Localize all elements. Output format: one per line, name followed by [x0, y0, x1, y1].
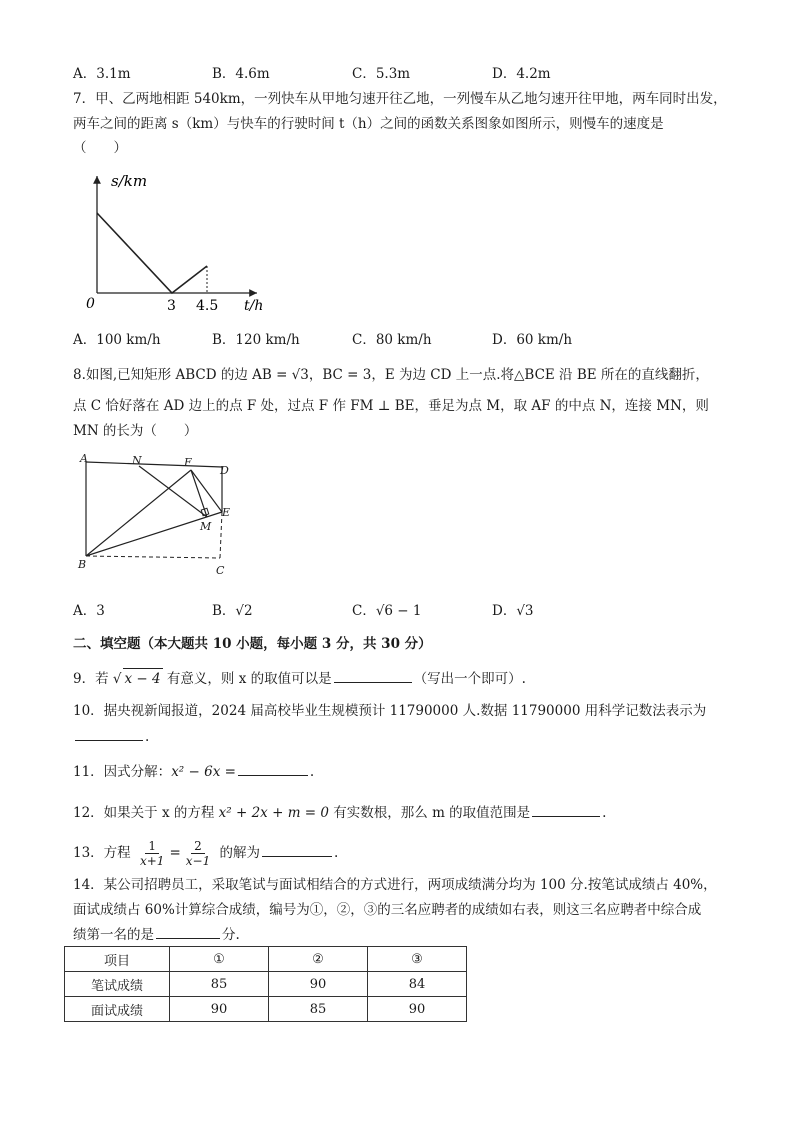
table-cell: 笔试成绩	[65, 972, 170, 997]
table-header-cell: ②	[269, 947, 368, 972]
q7-tick-3: 3	[167, 298, 176, 314]
q8-option-b: B．√2	[212, 603, 253, 619]
table-cell: 84	[368, 972, 467, 997]
q14-text-line1: 14．某公司招聘员工，采取笔试与面试相结合的方式进行，两项成绩满分均为 100 分.按笔试成绩占 40%，	[73, 877, 717, 893]
q14-line3-post: 分.	[222, 927, 240, 943]
q12-mid: 有实数根，那么 m 的取值范围是	[328, 805, 531, 821]
table-cell: 85	[170, 972, 269, 997]
q10-line2	[73, 726, 149, 747]
q13-num1: 1	[145, 839, 159, 854]
q6-option-a: A．3.1m	[73, 66, 131, 82]
q12-post: .	[602, 805, 607, 821]
q7-option-b: B．120 km/h	[212, 332, 300, 348]
q8-text-line1: 8.如图,已知矩形 ABCD 的边 AB = √3，BC = 3，E 为边 CD 上一点.将△BCE 沿 BE 所在的直线翻折，	[73, 367, 709, 383]
q6-option-d: D．4.2m	[492, 66, 551, 82]
q8-option-c: C．√6 − 1	[352, 603, 422, 619]
q11-answer-blank[interactable]	[238, 761, 308, 776]
q7-text-line1: 7．甲、乙两地相距 540km，一列快车从甲地匀速开往乙地，一列慢车从乙地匀速开往甲地，两车同时出发，	[73, 91, 727, 107]
q7-tick-4-5: 4.5	[196, 298, 219, 314]
q8-figure	[74, 450, 234, 582]
q9-radicand: x − 4	[123, 668, 163, 689]
q13-den2: x−1	[185, 854, 211, 868]
q13-answer-blank[interactable]	[262, 842, 332, 857]
table-cell: 90	[269, 972, 368, 997]
q8-label-a: A	[80, 452, 88, 465]
q6-option-b: B．4.6m	[212, 66, 270, 82]
q12-expr: x² + 2x + m = 0	[218, 805, 329, 821]
q8-option-a: A．3	[73, 603, 105, 619]
q8-label-d: D	[220, 464, 229, 477]
q7-text-line3: （ ）	[73, 140, 127, 156]
q14-line3	[73, 924, 240, 945]
table-cell: 85	[269, 997, 368, 1022]
q7-text-line2: 两车之间的距离 s（km）与快车的行驶时间 t（h）之间的函数关系图象如图所示，则慢车的速度是	[73, 116, 664, 132]
q11-expr: x² − 6x =	[171, 764, 236, 780]
table-header-row	[65, 947, 467, 972]
q8-label-n: N	[132, 454, 142, 467]
q6-option-c: C．5.3m	[352, 66, 411, 82]
table-header-cell: ①	[170, 947, 269, 972]
q10-post: .	[145, 729, 150, 745]
q13	[73, 836, 338, 870]
q7-ylabel: s/km	[111, 172, 148, 190]
q11-post: .	[309, 764, 315, 780]
q13-pre: 13．方程	[73, 845, 135, 861]
q7-function-line	[97, 213, 207, 293]
q13-fraction-1	[137, 839, 167, 868]
q7-option-d: D．60 km/h	[492, 332, 573, 348]
section-2-heading: 二、填空题（本大题共 10 小题，每小题 3 分，共 30 分）	[73, 636, 432, 652]
q13-equals: =	[169, 845, 181, 861]
q14-text-line2: 面试成绩占 60%计算综合成绩，编号为①，②，③的三名应聘者的成绩如右表，则这三名应聘者中综合成	[73, 902, 702, 918]
q8-label-c: C	[216, 564, 225, 577]
q7-option-a: A．100 km/h	[73, 332, 161, 348]
table-cell: 面试成绩	[65, 997, 170, 1022]
q14-line3-pre: 绩第一名的是	[73, 927, 154, 943]
q8-label-b: B	[78, 558, 87, 571]
q8-text-line3: MN 的长为（ ）	[73, 423, 198, 439]
q8-label-f: F	[184, 456, 192, 469]
q8-label-m: M	[200, 520, 212, 533]
q10-answer-blank[interactable]	[75, 726, 143, 741]
q7-graph	[72, 168, 272, 318]
q8-option-d: D．√3	[492, 603, 534, 619]
q9	[73, 668, 526, 689]
table-cell: 90	[170, 997, 269, 1022]
q13-den1: x+1	[139, 854, 165, 868]
q13-num2: 2	[191, 839, 205, 854]
sqrt-sign: √	[112, 671, 122, 687]
q12-pre: 12．如果关于 x 的方程	[73, 805, 219, 821]
q13-mid: 的解为	[215, 845, 261, 861]
q7-option-c: C．80 km/h	[352, 332, 432, 348]
table-header-cell: 项目	[65, 947, 170, 972]
q12-answer-blank[interactable]	[532, 802, 600, 817]
q13-post: .	[334, 845, 339, 861]
q9-mid: 有意义，则 x 的取值可以是	[162, 671, 332, 687]
q11	[73, 761, 314, 782]
table-cell: 90	[368, 997, 467, 1022]
score-table	[64, 946, 467, 1022]
table-row	[65, 997, 467, 1022]
q12	[73, 802, 606, 823]
table-header-cell: ③	[368, 947, 467, 972]
q7-origin-label: 0	[86, 296, 95, 312]
q13-fraction-2	[183, 839, 213, 868]
q7-xlabel: t/h	[244, 298, 264, 314]
q11-pre: 11．因式分解：	[73, 764, 172, 780]
q9-pre: 9．若	[73, 671, 113, 687]
q8-label-e: E	[222, 506, 231, 519]
q10-text-line1: 10．据央视新闻报道，2024 届高校毕业生规模预计 11790000 人.数据 11790000 用科学记数法表示为	[73, 703, 707, 719]
q8-text-line2: 点 C 恰好落在 AD 边上的点 F 处，过点 F 作 FM ⊥ BE，垂足为点 M，取 AF 的中点 N，连接 MN，则	[73, 398, 709, 414]
q9-post: （写出一个即可）.	[413, 671, 526, 687]
q9-answer-blank[interactable]	[334, 668, 412, 683]
q14-answer-blank[interactable]	[156, 924, 220, 939]
table-row	[65, 972, 467, 997]
